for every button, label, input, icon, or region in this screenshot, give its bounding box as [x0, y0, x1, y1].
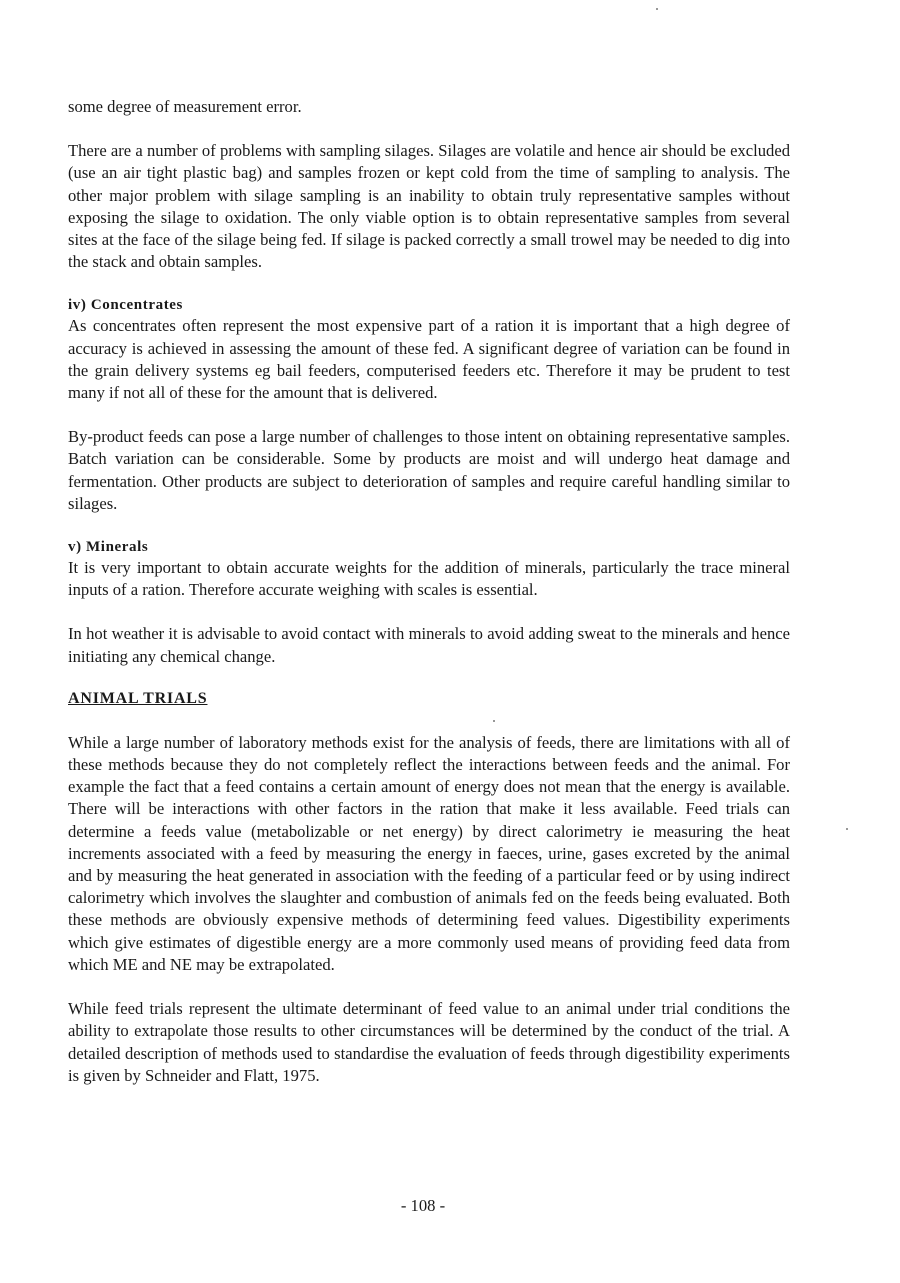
- scan-speck: [656, 8, 658, 10]
- paragraph-hot-weather: In hot weather it is advisable to avoid contact with minerals to avoid adding sweat to the minerals and hence initiating any chemical change.: [68, 624, 790, 666]
- scan-speck: [846, 828, 848, 830]
- scan-speck: [493, 720, 495, 722]
- paragraph-byproduct-feeds: By-product feeds can pose a large number of challenges to those intent on obtaining representative samples. Batch variation can be considerable. Some by products are moist and will undergo heat damage and fermentation. Other products are subject to deterioration of samples and require careful handling similar to silages.: [68, 427, 790, 513]
- paragraph-intro-end: some degree of measurement error.: [68, 97, 302, 116]
- paragraph-laboratory-methods: While a large number of laboratory methods exist for the analysis of feeds, there are limitations with all of these methods because they do not completely reflect the interactions between feeds and the animal. For example the fact that a feed contains a certain amount of energy does not mean that the energy is available. There will be interactions with other factors in the ration that make it less available. Feed trials can determine a feeds value (metabolizable or net energy) by direct calorimetry ie measuring the heat increments associated with a feed by measuring the energy in faeces, urine, gases excreted by the animal and by measuring the heat generated in association with the feeding of a particular feed or by using indirect calorimetry which involves the slaughter and combustion of animals fed on the feeds being evaluated. Both these methods are obviously expensive methods of determining feed values. Digestibility experiments which give estimates of digestible energy are a more commonly used means of providing feed data from which ME and NE may be extrapolated.: [68, 732, 790, 974]
- paragraph-concentrates: As concentrates often represent the most expensive part of a ration it is important that a high degree of accuracy is achieved in assessing the amount of these fed. A significant degree of variation can be found in the grain delivery systems eg bail feeders, computerised feeders etc. Therefore it may be prudent to test many if not all of these for the amount that is delivered.: [68, 316, 790, 403]
- paragraph-feed-trials: While feed trials represent the ultimate determinant of feed value to an animal under trial conditions the ability to extrapolate those results to other circumstances will be determined by the conduct of the trial. A detailed description of methods used to standardise the evaluation of feeds through digestibility experiments is given by Schneider and Flatt, 1975.: [68, 999, 790, 1085]
- document-page: [68, 96, 790, 1087]
- heading-animal-trials: ANIMAL TRIALS: [68, 689, 208, 707]
- page-number: - 108 -: [400, 1196, 446, 1215]
- paragraph-silage-sampling: There are a number of problems with sampling silages. Silages are volatile and hence air should be excluded (use an air tight plastic bag) and samples frozen or kept cold from the time of sampling to analysis. The other major problem with silage sampling is an inability to obtain truly representative samples without exposing the silage to oxidation. The only viable option is to obtain representative samples from several sites at the face of the silage being fed. If silage is packed correctly a small trowel may be needed to dig into the stack and obtain samples.: [68, 141, 790, 272]
- heading-minerals: v) Minerals: [68, 539, 149, 556]
- heading-concentrates: iv) Concentrates: [68, 297, 183, 314]
- paragraph-minerals: It is very important to obtain accurate weights for the addition of minerals, particularly the trace mineral inputs of a ration. Therefore accurate weighing with scales is essential.: [68, 558, 790, 600]
